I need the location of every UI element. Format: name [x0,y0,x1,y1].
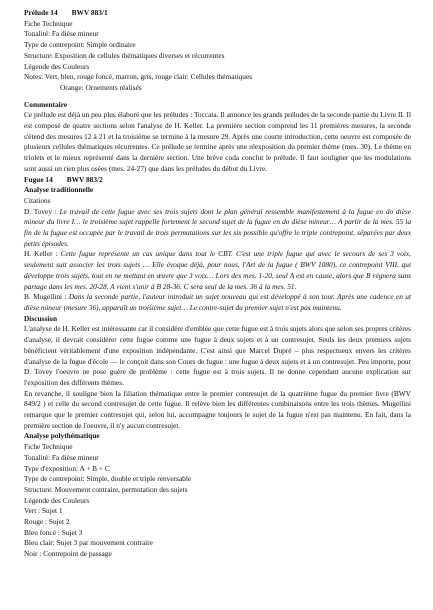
fugue-fiche-line: Structure: Mouvement contraire, permutation des sujets [24,484,188,494]
prelude-fiche-line: Structure: Exposition de cellules thématiques diverses et récurrentes [24,50,225,60]
discussion-paragraph: L'analyse de H. Keller est intéressante car il considère d'emblée que cette fugue est à trois sujets alors que selon ses propres critères d'analyse, il devrait considérer cette fugue comme une fugue à deux sujets et à un contresujet. Seuls les deux premiers sujets bénéficient véritablement d'une exposition indépendante. C'est ainsi que Marcel Dupré – plus respectueux envers les critères d'analyse de la fugue d'école — le conçoit dans son Cours de fugue : une fugue à deux sujets et à un contresujet. Peu importe, pour D. Tovey l'oeuvre ne pose guère de problème : cette fugue est à trois sujets. Il ne donne cependant aucune explication sur l'exposition des différents thèmes. [24,324,411,387]
fugue-fiche-line: Bleu clair: Sujet 3 par mouvement contraire [24,538,153,548]
citation-text: Dans la seconde partie, l'auteur introduit un sujet nouveau qui est développé à son tour. Après une cadence en ut dièse mineur (mesure 36), apparaît un troisième sujet… Le contre-sujet du premier sujet n'est pas maintenu. [24,292,412,312]
fugue-fiche-line: Rouge : Sujet 2 [24,517,70,527]
citation-author: B. Mugellini : [24,292,67,302]
fugue-bwv: BWV 883/2 [66,174,103,184]
fugue-fiche-line: Tonalité: Fa dièse mineur [24,452,99,462]
prelude-fiche-line: Légende des Couleurs [24,61,90,71]
prelude-fiche-line-indented: Orange: Ornements réalisés [60,82,142,92]
fugue-fiche-line: Type d'exposition: A + B + C [24,463,110,473]
fugue-fiche-line: Noir : Contrepoint de passage [24,549,112,559]
analyse-traditionnelle-heading: Analyse traditionnelle [24,185,94,195]
fugue-fiche-line: Bleu foncé : Sujet 3 [24,527,83,537]
citation-author: D. Tovey : [24,206,57,216]
citation-keller [24,249,411,292]
citation-text: Cette fugue représente un cas unique dans tout le CBT. C'est une triple fugue qui avec le secours de ses 3 voix, seulement suit associer les trois sujets … Elle évoque déjà, pour nous, l'Art de la fugue ( BWV 1080), ce contrepoint VIII, qui développe trois sujets, tout en ne mettant en œuvre que 3 voix… Lors des mes. 1-20, seul A est en cause, alors que B régnera sans partage dans les mes. 20-28. A vient s'unir à B 28-36. C sera seul de la mes. 36 à la mes. 51. [24,249,411,291]
discussion-heading: Discussion [24,313,58,323]
prelude-fiche-line: Fiche Technique [24,18,73,28]
fugue-title [24,175,411,186]
fugue-fiche-line: Vert : Sujet 1 [24,506,63,516]
citation-author: H. Keller : [24,249,58,259]
commentaire-heading: Commentaire [24,99,68,109]
prelude-fiche-line: Notes: Vert, bleu, rouge foncé, marron, gris, rouge clair: Cellules thématiques [24,72,253,82]
analyse-polythematique-heading: Analyse polythématique [24,431,100,441]
discussion-paragraph: En revanche, il souligne bien la filiation thématique entre le premier contresujet de la quatrième fugue du premier livre (BWV 849/2 ) et celle du second contresujet de cette fugue. Il relève bien les différentes combinaisons entre les trois thèmes. Mugellini remarque que le premier contresujet qui, selon lui, accompagne toujours le sujet de la fugue n'est pas maintenu. En fait, dans la première section de l'oeuvre, il n'y aucun contresujet. [24,388,411,430]
prelude-heading: Prélude 14 [24,8,58,17]
citation-tovey [24,207,411,250]
prelude-fiche-line: Tonalité: Fa dièse mineur [24,29,99,39]
citation-text: Le travail de cette fugue avec ses trois sujets dont le plan général ressemble manifestement à la fugue en do dièse mineur du livre I… le troisième sujet rappelle fortement le second sujet de la fugue en do dièse mineur… A partir de la mes. 55 la fin de la fugue est occupée par le travail de trois permutations sur les six possible qu'offre le triple contrepoint, séparées par deux petits épisodes. [24,206,411,248]
fugue-heading: Fugue 14 [24,174,53,184]
prelude-title [24,8,411,19]
citations-label: Citations [24,195,51,205]
citation-mugellini [24,292,411,313]
commentaire-paragraph: Ce prélude est déjà un peu plus élaboré que les préludes : Toccata. Il annonce les grands préludes de la seconde partie du Livre II. Il est composé de quatre sections selon l'analyse de H. Keller. La première section comprend les 11 premières mesures, la seconde s'étend des mesures 12 à 21 et la troisième se termine à la mesure 29. Après une courte introduction, cette oeuvre est composée de plusieurs cellules thématiques récurrentes. Ce prélude se termine après une réexposition du premier thème (mes. 30). Le thème en triolets et le mieux représenté dans la dernière section. Une brève coda conclut le prélude. Il faut souligner que les modulations sont aussi un rien plus osées (mes. 24-27) que dans les préludes du début du Livre. [24,110,411,173]
prelude-bwv: BWV 883/1 [71,8,108,17]
prelude-fiche-line: Type de contrepoint: Simple ordinaire [24,40,136,50]
fugue-fiche-line: Fiche Technique [24,442,73,452]
fugue-fiche-line: Type de contrepoint: Simple, double et triple renversable [24,474,192,484]
fugue-fiche-line: Légende des Couleurs [24,495,90,505]
